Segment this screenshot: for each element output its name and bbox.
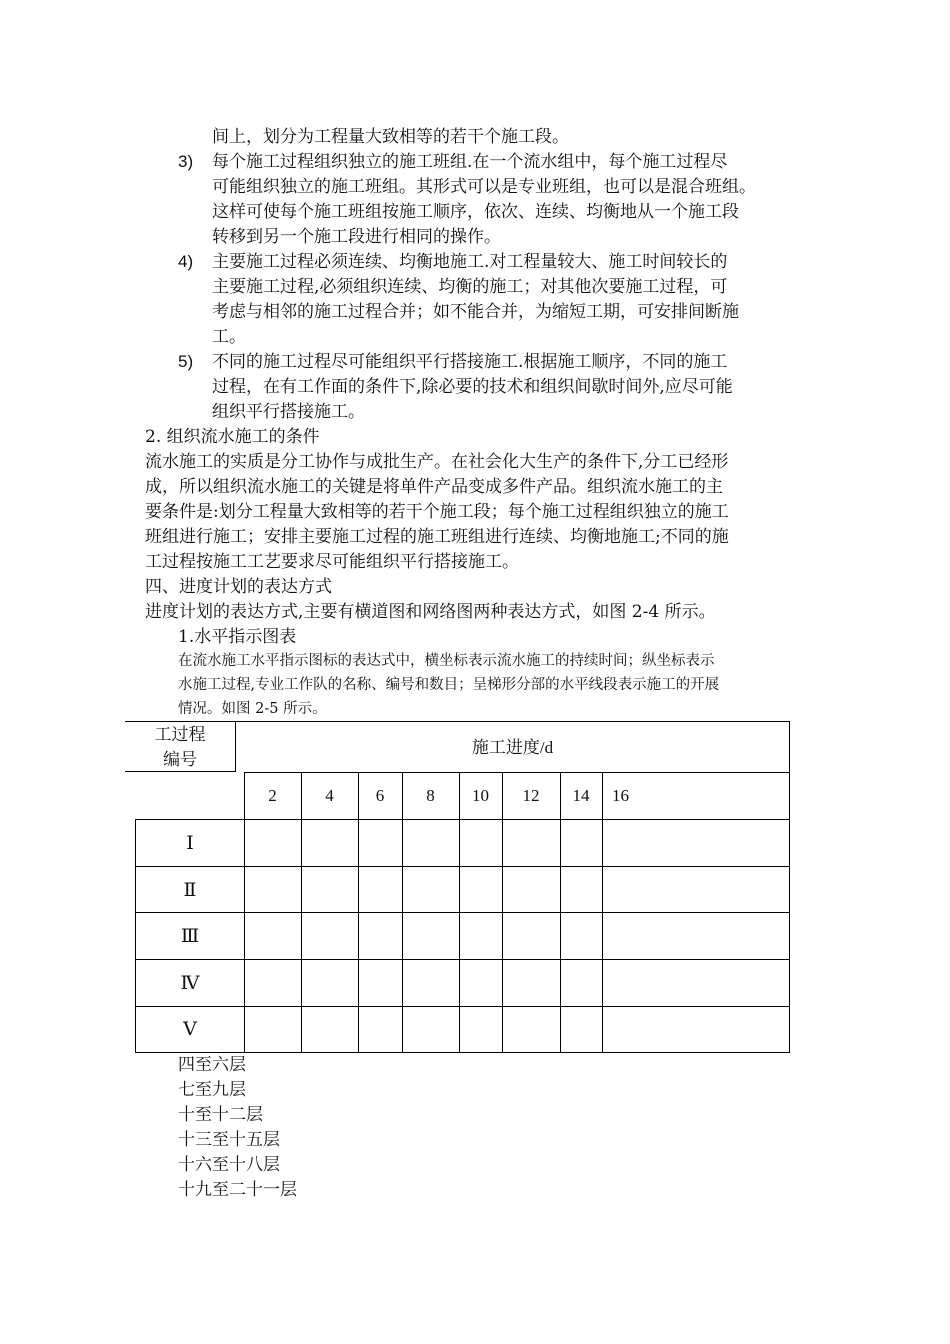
row-label-5: Ⅴ [183,1018,197,1040]
grid-rule-4 [135,959,790,960]
subheading-1: 1.水平指示图表 [178,627,297,647]
floor-item-5: 十六至十八层 [178,1155,280,1175]
grid-col-7 [602,772,603,1053]
grid-rule-2 [135,866,790,867]
grid-rule-1 [135,819,790,820]
day-label-6: 6 [375,786,385,805]
grid-col-1 [301,772,302,1053]
grid-col-right [789,721,790,1053]
day-label-16: 16 [612,786,629,805]
grid-col-0 [244,772,245,1053]
list-item-4-line-2: 主要施工过程,必须组织连续、均衡的施工；对其他次要施工过程，可 [212,277,728,297]
para-4: 进度计划的表达方式,主要有横道图和网络图两种表达方式，如图 2-4 所示。 [145,602,716,622]
list-item-5-line-1: 不同的施工过程尽可能组织平行搭接施工.根据施工顺序，不同的施工 [212,352,728,372]
list-number-5: 5) [178,352,194,371]
grid-col-4 [459,772,460,1053]
grid-col-3 [402,772,403,1053]
grid-rule-5 [135,1006,790,1007]
grid-col-6 [560,772,561,1053]
day-label-8: 8 [426,786,435,805]
floor-item-4: 十三至十五层 [178,1130,280,1150]
small-para-line-3: 情况。如图 2-5 所示。 [178,701,327,717]
grid-col-5 [502,772,503,1053]
list-number-3: 3) [178,152,194,171]
list-item-3-line-2: 可能组织独立的施工班组。其形式可以是专业班组，也可以是混合班组。 [212,177,756,197]
list-item-3-line-3: 这样可使每个施工班组按施工顺序，依次、连续、均衡地从一个施工段 [212,202,739,222]
section-heading-2: 2. 组织流水施工的条件 [145,427,320,447]
row-label-2: Ⅱ [183,879,197,901]
para-2-line-2: 成，所以组织流水施工的关键是将单件产品变成多件产品。组织流水施工的主 [145,477,723,497]
row-label-4: Ⅳ [180,972,200,994]
list-item-4-line-1: 主要施工过程必须连续、均衡地施工.对工程量较大、施工时间较长的 [212,252,728,272]
small-para-line-1: 在流水施工水平指示图标的表达式中，横坐标表示流水施工的持续时间；纵坐标表示 [178,653,715,669]
list-item-3-line-4: 转移到另一个施工段进行相同的操作。 [212,227,501,247]
floor-item-3: 十至十二层 [178,1105,263,1125]
header-number-label: 编号 [163,750,197,769]
para-2-line-1: 流水施工的实质是分工协作与成批生产。在社会化大生产的条件下,分工已经形 [145,452,729,472]
floor-item-1: 四至六层 [178,1055,246,1075]
list-item-3-line-1: 每个施工过程组织独立的施工班组.在一个流水组中，每个施工过程尽 [212,152,728,172]
para-2-line-5: 工过程按施工工艺要求尽可能组织平行搭接施工。 [145,552,519,572]
header-progress-label: 施工进度/d [471,738,554,757]
day-label-14: 14 [572,786,590,805]
day-label-2: 2 [268,786,277,805]
grid-rule-3 [135,912,790,913]
small-para-line-2: 水施工过程,专业工作队的名称、编号和数目；呈梯形分部的水平线段表示施工的开展 [178,677,720,693]
list-item-4-line-3: 考虑与相邻的施工过程合并；如不能合并，为缩短工期，可安排间断施 [212,302,739,322]
header-process-label: 工过程 [154,725,206,744]
continued-line: 间上，划分为工程量大致相等的若干个施工段。 [212,127,569,147]
day-label-10: 10 [472,786,489,805]
grid-col-2 [358,772,359,1053]
para-2-line-4: 班组进行施工；安排主要施工过程的施工班组进行连续、均衡地施工;不同的施 [145,527,729,547]
floor-item-2: 七至九层 [178,1080,246,1100]
day-label-4: 4 [325,786,334,805]
row-label-3: Ⅲ [180,925,200,947]
table-top-rule [125,721,789,722]
row-label-1: Ⅰ [186,832,194,854]
list-item-5-line-3: 组织平行搭接施工。 [212,402,365,422]
section-heading-4: 四、进度计划的表达方式 [145,577,332,597]
para-2-line-3: 要条件是:划分工程量大致相等的若干个施工段；每个施工过程组织独立的施工 [145,502,729,522]
list-number-4: 4) [178,252,194,271]
floor-item-6: 十九至二十一层 [178,1180,297,1200]
list-item-5-line-2: 过程，在有工作面的条件下,除必要的技术和组织间歇时间外,应尽可能 [212,377,733,397]
day-label-12: 12 [522,786,540,805]
list-item-4-line-4: 工。 [212,327,246,347]
grid-rule-days-top [244,772,790,773]
